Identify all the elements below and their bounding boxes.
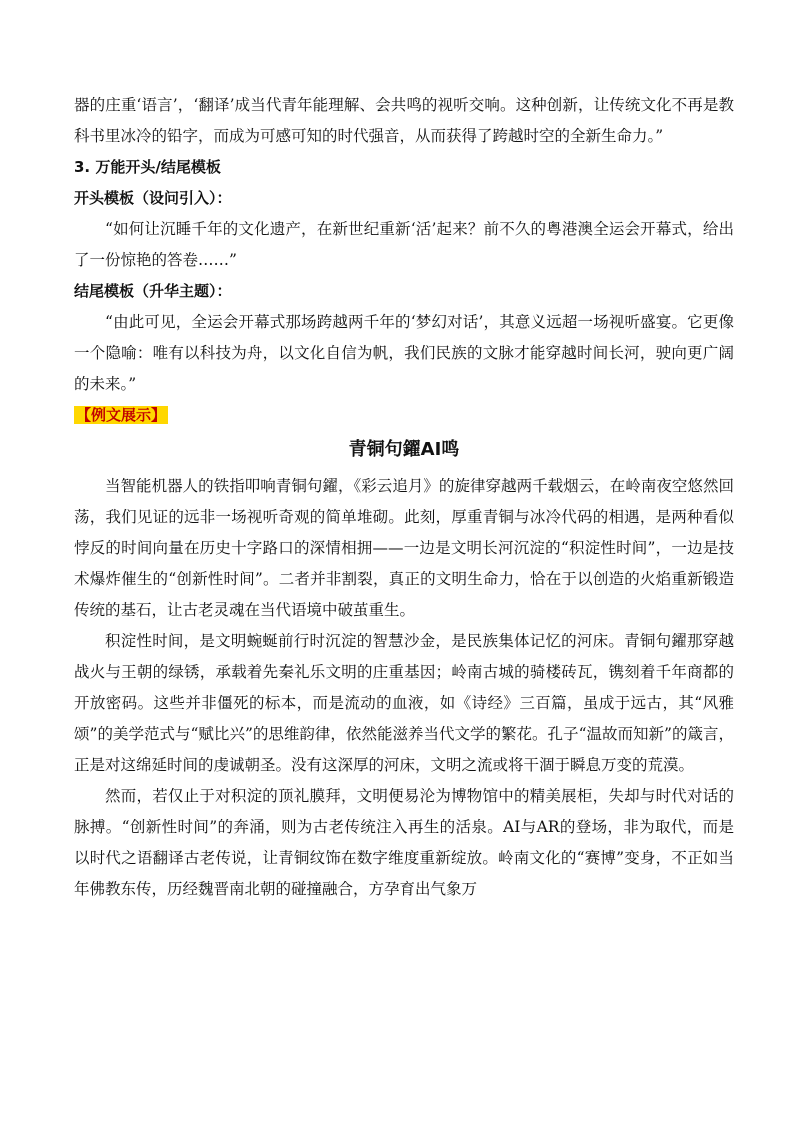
- opening-template-label: 开头模板（设问引入）：: [74, 189, 232, 207]
- essay-paragraph-1: 当智能机器人的铁指叩响青铜句鑃，《彩云追月》的旋律穿越两千载烟云，在岭南夜空悠然回荡，我们见证的远非一场视听奇观的简单堆砌。此刻，厚重青铜与冰冷代码的相遇，是两种看似悖反的时间向量在历史十字路口的深情相拥——一边是文明长河沉淀的“积淀性时间”，一边是技术爆炸催生的“创新性时间”。二者并非割裂，真正的文明生命力，恰在于以创造的火焰重新锻造传统的基石，让古老灵魂在当代语境中破茧重生。: [74, 477, 734, 619]
- closing-template-label: 结尾模板（升华主题）：: [74, 282, 232, 300]
- closing-template-text: “由此可见，全运会开幕式那场跨越两千年的‘梦幻对话’，其意义远超一场视听盛宴。它更像一个隐喻：唯有以科技为舟，以文化自信为帆，我们民族的文脉才能穿越时间长河，驶向更广阔的未来。”: [74, 313, 734, 393]
- essay-paragraph-2: 积淀性时间，是文明蜿蜒前行时沉淀的智慧沙金，是民族集体记忆的河床。青铜句鑃那穿越战火与王朝的绿锈，承载着先秦礼乐文明的庄重基因；岭南古城的骑楼砖瓦，镌刻着千年商都的开放密码。这些并非僵死的标本，而是流动的血液，如《诗经》三百篇，虽成于远古，其“风雅颂”的美学范式与“赋比兴”的思维韵律，依然能滋养当代文学的繁花。孔子“温故而知新”的箴言，正是对这绵延时间的虔诚朝圣。没有这深厚的河床，文明之流或将干涸于瞬息万变的荒漠。: [74, 632, 734, 774]
- essay-paragraph-3: 然而，若仅止于对积淀的顶礼膜拜，文明便易沦为博物馆中的精美展柜，失却与时代对话的脉搏。“创新性时间”的奔涌，则为古老传统注入再生的活泉。AI与AR的登场，非为取代，而是以时代之语翻译古老传说，让青铜纹饰在数字维度重新绽放。岭南文化的“赛博”变身，不正如当年佛教东传，历经魏晋南北朝的碰撞融合，方孕育出气象万: [74, 787, 734, 898]
- section-3-heading: 3. 万能开头/结尾模板: [74, 158, 221, 176]
- opening-template-text: “如何让沉睡千年的文化遗产，在新世纪重新‘活’起来？前不久的粤港澳全运会开幕式，给出了一份惊艳的答卷……”: [74, 220, 734, 269]
- document-page: [74, 90, 734, 905]
- example-tag: [74, 400, 734, 431]
- intro-tail-paragraph: 器的庄重‘语言’，‘翻译’成当代青年能理解、会共鸣的视听交响。这种创新，让传统文化不再是教科书里冰冷的铅字，而成为可感可知的时代强音，从而获得了跨越时空的全新生命力。”: [74, 96, 734, 145]
- essay-title: 青铜句鑃AI鸣: [348, 439, 460, 460]
- example-tag-label: 【例文展示】: [76, 406, 167, 424]
